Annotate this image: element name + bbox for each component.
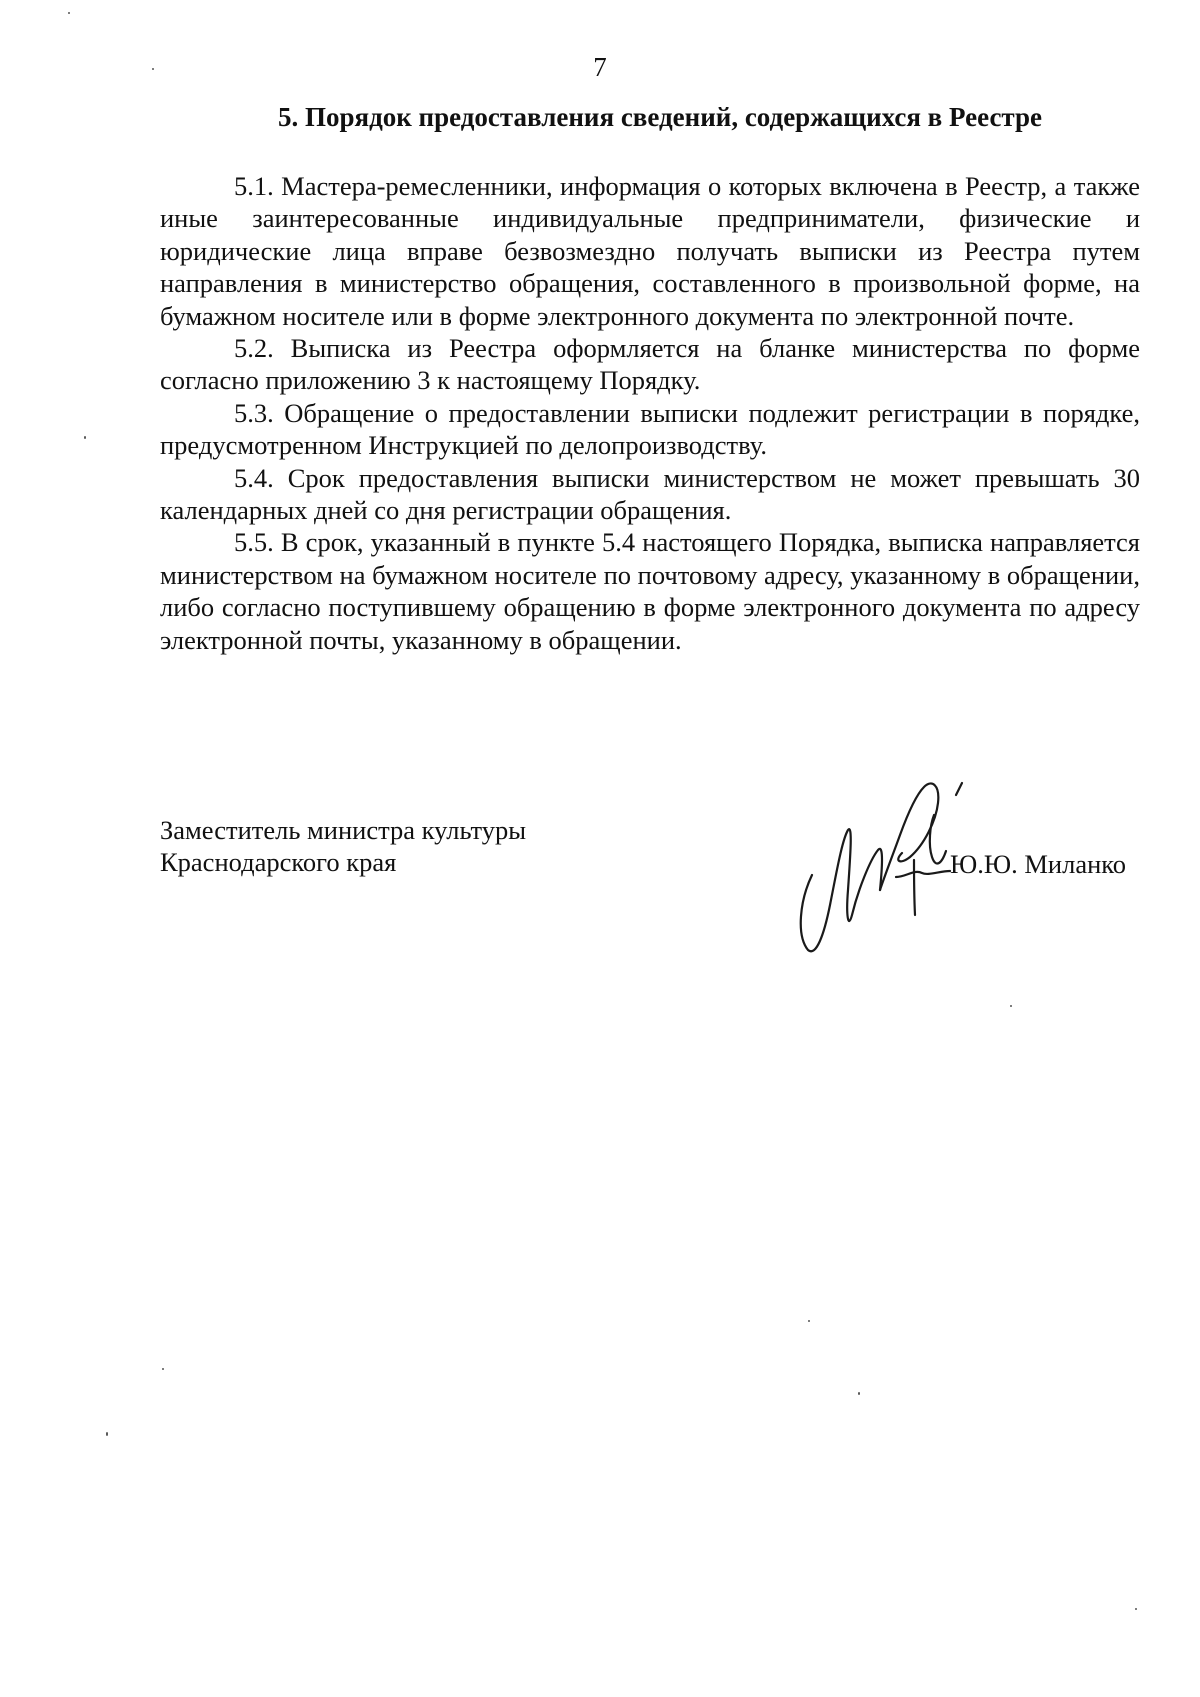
paragraph-5-4: 5.4. Срок предоставления выписки министерством не может превышать 30 календарных дней со дня регистрации обращения. (160, 462, 1140, 526)
paragraph-5-1: 5.1. Мастера-ремесленники, информация о которых включена в Реестр, а также иные заинтересованные индивидуальные предприниматели, физические и юридические лица вправе безвозмездно получать выписки из Реестра путем направления в министерство обращения, составленного в произвольной форме, на бумажном носителе или в форме электронного документа по электронной почте. (160, 171, 1140, 331)
paragraph-5-3: 5.3. Обращение о предоставлении выписки подлежит регистрации в порядке, предусмотренном Инструкцией по делопроизводству. (160, 397, 1140, 461)
paragraph-5-5: 5.5. В срок, указанный в пункте 5.4 настоящего Порядка, выписка направляется министерством на бумажном носителе по почтовому адресу, указанному в обращении, либо согласно поступившему обращению в форме электронного документа по адресу электронной почты, указанному в обращении. (160, 527, 1140, 655)
scan-speck (1010, 1005, 1012, 1007)
scan-speck (152, 68, 154, 70)
section-title: 5. Порядок предоставления сведений, содержащихся в Реестре (277, 102, 1043, 132)
signer-position (160, 814, 720, 878)
page-number: 7 (593, 52, 607, 82)
paragraph-5-2: 5.2. Выписка из Реестра оформляется на бланке министерства по форме согласно приложению 3 к настоящему Порядку. (160, 333, 1140, 396)
scan-speck (84, 436, 86, 439)
scan-speck (858, 1392, 860, 1395)
scan-speck (808, 1320, 810, 1322)
section-body (160, 170, 1140, 656)
scan-speck (106, 1432, 108, 1436)
signer-position-line-1: Заместитель министра культуры (160, 815, 527, 845)
signer-position-line-2: Краснодарского края (160, 847, 397, 877)
scan-speck (1135, 1608, 1137, 1610)
signer-name: Ю.Ю. Миланко (950, 849, 1127, 879)
scan-speck (68, 12, 70, 14)
scan-speck (162, 1368, 164, 1370)
